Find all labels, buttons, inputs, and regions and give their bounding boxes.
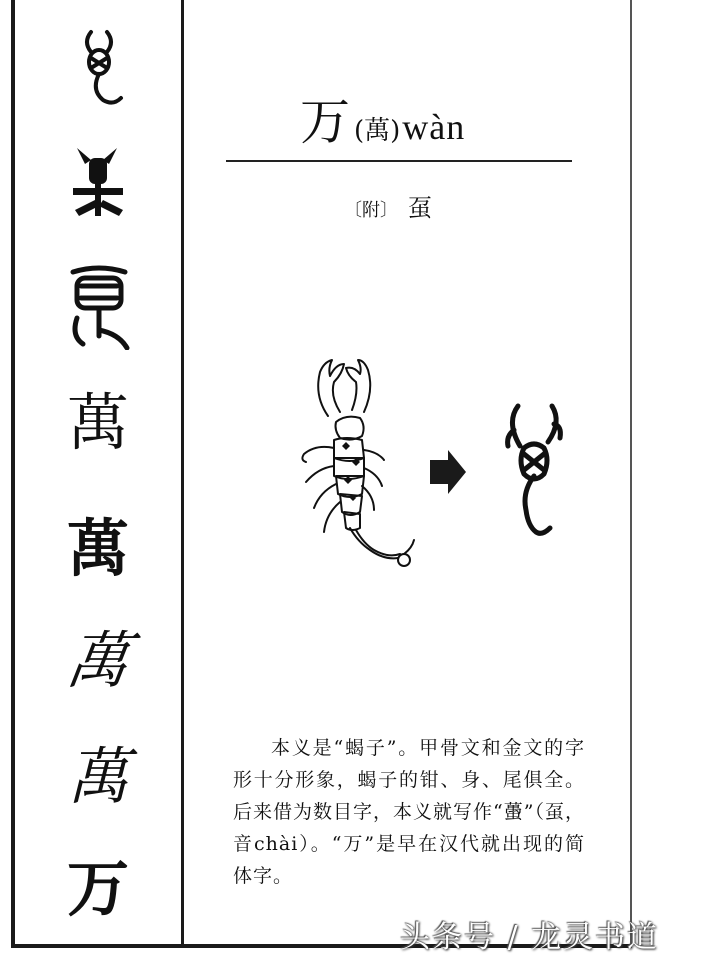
oracle-glyph-illustration bbox=[500, 402, 570, 552]
entry-title bbox=[300, 82, 465, 152]
glyph-evolution-column bbox=[15, 0, 181, 944]
clerical-glyph: 萬 bbox=[66, 512, 129, 585]
appendix-character: 虿 bbox=[408, 194, 432, 222]
title-rule bbox=[226, 160, 572, 162]
description-text-block bbox=[233, 732, 585, 892]
running-glyph: 萬 bbox=[66, 740, 129, 813]
title-pinyin: wàn bbox=[402, 107, 466, 147]
frame-right-border bbox=[630, 0, 632, 948]
watermark: 头条号 / 龙灵书道 bbox=[400, 920, 660, 955]
appendix-label: 〔附〕 bbox=[344, 200, 398, 221]
cursive-glyph: 萬 bbox=[61, 624, 135, 697]
modern-glyph: 万 bbox=[66, 852, 129, 925]
arrow-right-icon bbox=[428, 448, 468, 496]
title-traditional: (萬) bbox=[354, 116, 401, 146]
appendix-line bbox=[344, 188, 432, 223]
bronze-glyph-1 bbox=[15, 140, 181, 220]
seal-glyph: 萬 bbox=[66, 386, 129, 459]
description-paragraph: 本义是“蝎子”。甲骨文和金文的字形十分形象，蝎子的钳、身、尾俱全。后来借为数目字，本义就写作“蠆”（虿，音chài）。“万”是早在汉代就出现的简体字。 bbox=[233, 737, 585, 887]
bronze-glyph-2 bbox=[15, 260, 181, 350]
frame-column-divider bbox=[181, 0, 184, 948]
scorpion-illustration bbox=[298, 356, 418, 586]
oracle-bone-glyph bbox=[15, 18, 181, 108]
title-character: 万 bbox=[300, 93, 350, 151]
